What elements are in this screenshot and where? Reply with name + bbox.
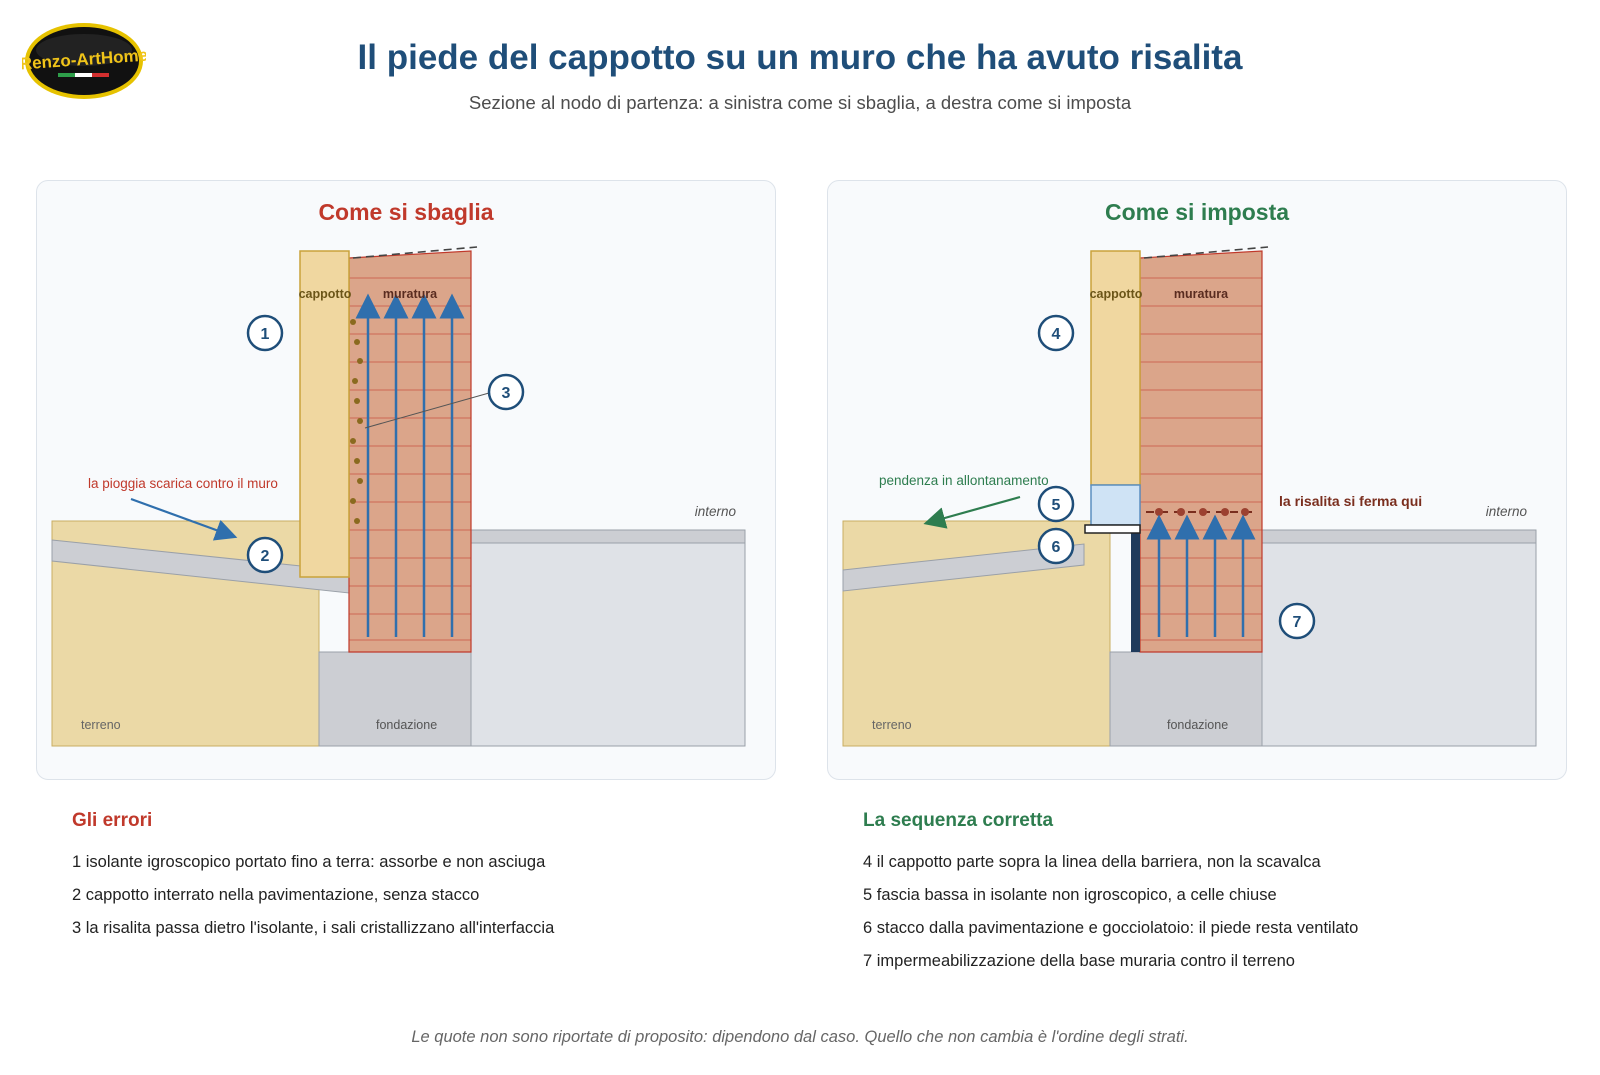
svg-text:3: 3	[501, 385, 511, 402]
label-interno: interno	[694, 504, 736, 519]
right-panel	[827, 180, 1567, 780]
logo-text: Renzo-ArtHome	[22, 45, 146, 74]
marker-2	[248, 538, 282, 572]
sequence-item: 4 il cappotto parte sopra la linea della barriera, non la scavalca	[863, 853, 1321, 871]
marker-4	[1039, 316, 1073, 350]
label-muratura: muratura	[1173, 287, 1229, 301]
errors-title: Gli errori	[72, 810, 153, 831]
marker-7	[1280, 604, 1314, 638]
label-fondazione: fondazione	[1167, 718, 1229, 732]
right-panel-title: Come si imposta	[1104, 199, 1290, 225]
label-cappotto: cappotto	[1089, 287, 1143, 301]
svg-text:7: 7	[1292, 614, 1302, 631]
wrong-panel	[36, 180, 776, 780]
sequence-item: 7 impermeabilizzazione della base muraria contro il terreno	[863, 952, 1295, 970]
drip-profile	[1085, 525, 1140, 533]
label-terreno: terreno	[81, 718, 121, 732]
marker-5	[1039, 487, 1073, 521]
closed-cell-band	[1091, 485, 1140, 525]
interior-floor	[1262, 530, 1536, 543]
error-item: 3 la risalita passa dietro l'isolante, i sali cristallizzano all'interfaccia	[72, 919, 555, 937]
marker-6	[1039, 529, 1073, 563]
svg-text:4: 4	[1051, 326, 1061, 343]
waterproofing	[1131, 533, 1140, 652]
page-title: Il piede del cappotto su un muro che ha avuto risalita	[357, 38, 1243, 77]
svg-text:1: 1	[260, 326, 270, 343]
label-fondazione: fondazione	[376, 718, 438, 732]
svg-text:5: 5	[1051, 497, 1061, 514]
error-item: 1 isolante igroscopico portato fino a terra: assorbe e non asciuga	[72, 853, 546, 871]
label-muratura: muratura	[382, 287, 438, 301]
label-cappotto: cappotto	[298, 287, 352, 301]
footer-note: Le quote non sono riportate di proposito: dipendono dal caso. Quello che non cambia è l'ordine degli strati.	[411, 1028, 1189, 1046]
sequence-item: 6 stacco dalla pavimentazione e gocciolatoio: il piede resta ventilato	[863, 919, 1359, 937]
marker-1	[248, 316, 282, 350]
right-section-diagram	[828, 181, 1568, 781]
sequence-item: 5 fascia bassa in isolante non igroscopico, a celle chiuse	[863, 886, 1277, 904]
error-item: 2 cappotto interrato nella pavimentazione, senza stacco	[72, 886, 480, 904]
label-interno: interno	[1485, 504, 1527, 519]
label-rain: la pioggia scarica contro il muro	[88, 476, 278, 491]
svg-text:6: 6	[1051, 539, 1061, 556]
label-stop: la risalita si ferma qui	[1279, 493, 1423, 509]
sequence-list	[863, 810, 1563, 978]
interior-below	[471, 543, 745, 746]
page-subtitle: Sezione al nodo di partenza: a sinistra come si sbaglia, a destra come si imposta	[468, 92, 1132, 113]
svg-text:2: 2	[260, 548, 270, 565]
wrong-panel-title: Come si sbaglia	[318, 199, 494, 225]
slope-arrow	[934, 497, 1020, 521]
marker-3	[489, 375, 523, 409]
label-slope: pendenza in allontanamento	[879, 473, 1049, 488]
wrong-section-diagram	[37, 181, 777, 781]
interior-floor	[471, 530, 745, 543]
errors-list	[72, 810, 772, 945]
interior-below	[1262, 543, 1536, 746]
label-terreno: terreno	[872, 718, 912, 732]
sequence-title: La sequenza corretta	[863, 810, 1054, 831]
